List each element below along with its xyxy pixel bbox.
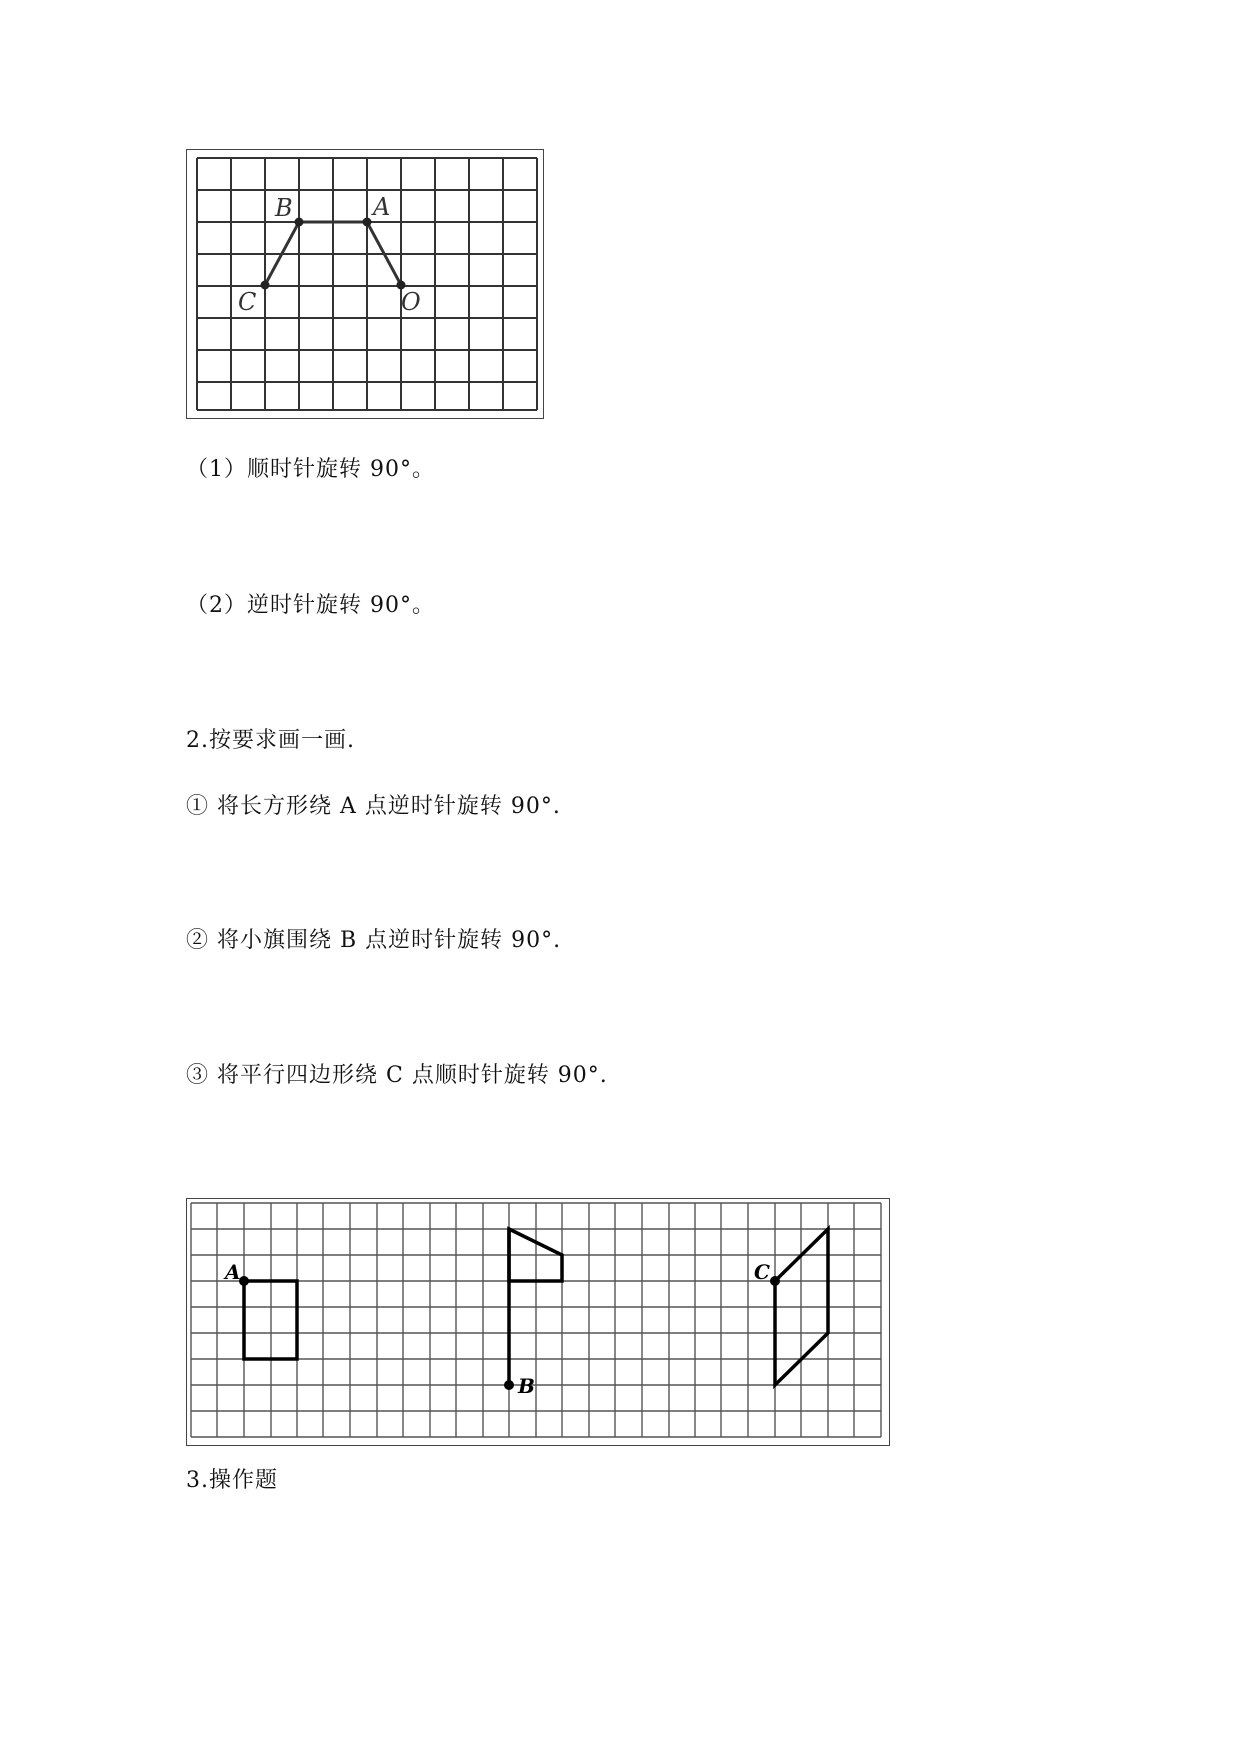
label-c: C [238, 288, 257, 316]
label-a: A [373, 193, 391, 221]
q2-item-2: ② 将小旗围绕 B 点逆时针旋转 90°. [186, 928, 562, 953]
point-c [770, 1276, 780, 1286]
label-a: A [225, 1260, 241, 1284]
q1-sub1: （1）顺时针旋转 90°。 [186, 457, 435, 482]
q2-title: 2.按要求画一画. [186, 728, 355, 753]
label-b: B [518, 1374, 535, 1398]
figure2-svg [187, 1199, 889, 1445]
q3-title: 3.操作题 [186, 1468, 278, 1493]
q1-sub2: （2）逆时针旋转 90°。 [186, 593, 435, 618]
label-c: C [754, 1260, 770, 1284]
point-b [504, 1380, 514, 1390]
point-c [261, 281, 270, 290]
point-b [295, 218, 304, 227]
figure2-grid [186, 1198, 890, 1446]
figure1-grid [186, 149, 544, 419]
label-b: B [275, 194, 293, 222]
figure1-svg [187, 150, 543, 418]
q2-item-3: ③ 将平行四边形绕 C 点顺时针旋转 90°. [186, 1063, 608, 1088]
q2-item-1: ① 将长方形绕 A 点逆时针旋转 90°. [186, 794, 561, 819]
label-o: O [401, 288, 421, 316]
point-a [363, 218, 372, 227]
